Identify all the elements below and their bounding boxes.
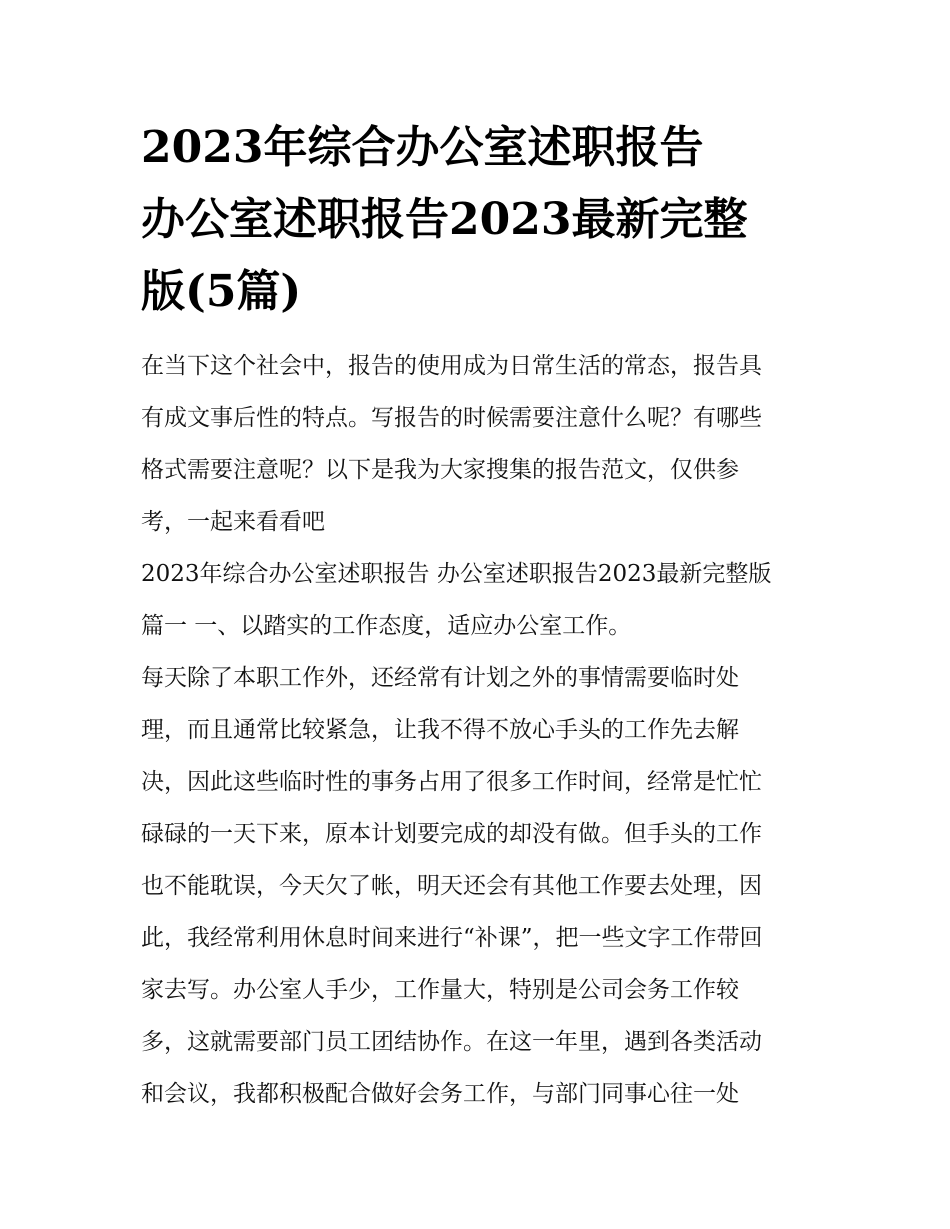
text-line: 有成文事后性的特点。写报告的时候需要注意什么呢？有哪些 xyxy=(141,405,762,431)
text-line: 此，我经常利用休息时间来进行“补课”，把一些文字工作带回 xyxy=(141,925,763,951)
document-title xyxy=(141,112,813,328)
intro-paragraph xyxy=(141,340,813,548)
text-line: 在当下这个社会中，报告的使用成为日常生活的常态，报告具 xyxy=(141,353,762,379)
title-line: 版(5篇) xyxy=(141,266,302,317)
document-body xyxy=(141,340,813,1120)
text-line: 也不能耽误，今天欠了帐，明天还会有其他工作要去处理，因 xyxy=(141,873,762,899)
document-page xyxy=(141,112,813,1120)
body-paragraph xyxy=(141,652,813,1120)
section-heading xyxy=(141,548,813,652)
text-line: 考，一起来看看吧 xyxy=(141,509,325,535)
text-line: 多，这就需要部门员工团结协作。在这一年里，遇到各类活动 xyxy=(141,1029,762,1055)
text-line: 家去写。办公室人手少，工作量大，特别是公司会务工作较 xyxy=(141,977,739,1003)
text-line: 每天除了本职工作外，还经常有计划之外的事情需要临时处 xyxy=(141,665,739,691)
text-line: 决，因此这些临时性的事务占用了很多工作时间，经常是忙忙 xyxy=(141,769,762,795)
text-line: 2023年综合办公室述职报告 办公室述职报告2023最新完整版 xyxy=(141,561,772,587)
text-line: 和会议，我都积极配合做好会务工作，与部门同事心往一处 xyxy=(141,1081,739,1107)
text-line: 碌碌的一天下来，原本计划要完成的却没有做。但手头的工作 xyxy=(141,821,762,847)
title-line: 2023年综合办公室述职报告 xyxy=(141,122,704,173)
text-line: 篇一 一、以踏实的工作态度，适应办公室工作。 xyxy=(141,613,632,639)
text-line: 格式需要注意呢？以下是我为大家搜集的报告范文，仅供参 xyxy=(141,457,739,483)
title-line: 办公室述职报告2023最新完整 xyxy=(141,194,748,245)
text-line: 理，而且通常比较紧急，让我不得不放心手头的工作先去解 xyxy=(141,717,739,743)
